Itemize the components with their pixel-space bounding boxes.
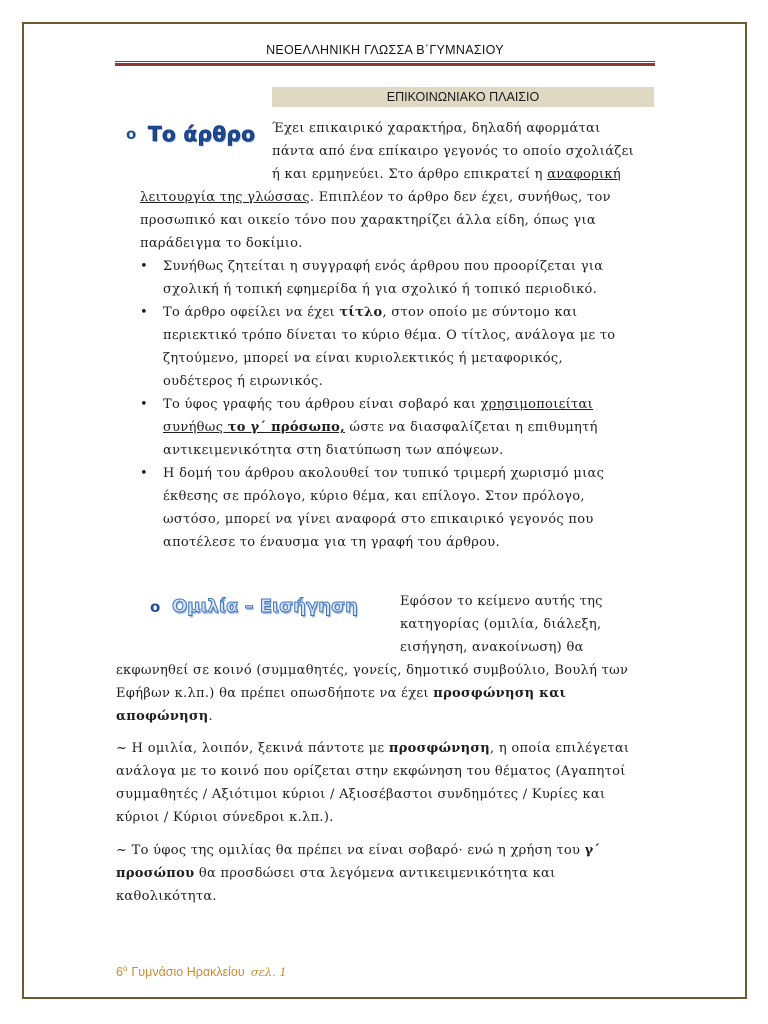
bullet-marker: • (140, 397, 148, 412)
bullet-line (163, 370, 634, 393)
speech-style-paragraph (116, 839, 600, 908)
bold-term: προσφώνηση (388, 741, 490, 756)
speech-line (116, 839, 600, 862)
bullet-text: Το άρθρο οφείλει να έχει (163, 305, 340, 320)
footer-ordinal: ο (122, 963, 128, 973)
bullet-text: περιεκτικό τρόπο δίνεται το κύριο θέμα. Ο τίτλος, ανάλογα με το (163, 328, 616, 343)
speech-text: ~ Η ομιλία, λοιπόν, ξεκινά πάντοτε με (116, 741, 389, 756)
underlined-term: χρησιμοποιείται (480, 397, 593, 412)
bullet-text: Συνήθως ζητείται η συγγραφή ενός άρθρου που προορίζεται για (163, 259, 604, 274)
article-intro-line (140, 117, 634, 140)
speech-line (116, 737, 629, 760)
speech-line (116, 590, 628, 613)
speech-line (116, 636, 628, 659)
bullet-text: αντικειμενικότητα στη διατύπωση των απόψεων. (163, 443, 504, 458)
bullet-line (163, 278, 634, 301)
speech-line (116, 682, 628, 705)
bullet-text: ωστόσο, μπορεί να γίνει αναφορά στο επικαιρικό γεγονός που (163, 512, 594, 527)
speech-line (116, 885, 600, 908)
bullet-text: ώστε να διασφαλίζεται η επιθυμητή (344, 420, 598, 435)
speech-greeting-paragraph (116, 737, 629, 829)
speech-text: ανάλογα με το κοινό που ορίζεται στην εκφώνηση του θέματος (Αγαπητοί (116, 764, 626, 779)
bullet-text: Η δομή του άρθρου ακολουθεί τον τυπικό τριμερή χωρισμό μιας (163, 466, 605, 481)
underlined-term: λειτουργία της γλώσσας (140, 190, 310, 205)
header-rule-thin (115, 61, 655, 62)
article-text: πάντα από ένα επίκαιρο γεγονός το οποίο σχολιάζει (272, 144, 635, 159)
bullet-line (163, 393, 634, 416)
article-bullet-item (140, 393, 634, 462)
bullet-line (163, 347, 634, 370)
page-footer (116, 963, 287, 981)
speech-line (116, 862, 600, 885)
speech-text: συμμαθητές / Αξιότιμοι κύριοι / Αξιοσέβαστοι συνδημότες / Κυρίες και (116, 787, 606, 802)
speech-line (116, 760, 629, 783)
bold-term: γ΄ (584, 843, 601, 858)
speech-text: ~ Το ύφος της ομιλίας θα πρέπει να είναι σοβαρό· ενώ η χρήση του (116, 843, 585, 858)
bullet-line (163, 416, 634, 439)
bullet-text: έκθεσης σε πρόλογο, κύριο θέμα, και επίλογο. Στον πρόλογο, (163, 489, 585, 504)
speech-line (116, 806, 629, 829)
bullet-marker: • (140, 466, 148, 481)
bold-term: προσφώνηση και (433, 686, 567, 701)
speech-text: θα προσδώσει στα λεγόμενα αντικειμενικότητα και (194, 866, 556, 881)
bullet-line (163, 324, 634, 347)
speech-line (116, 783, 629, 806)
article-bullet-item (140, 462, 634, 554)
bold-underlined-term: το γ΄ πρόσωπο, (227, 420, 345, 435)
footer-school-number: 6 (116, 965, 123, 979)
header-rule-thick (115, 63, 655, 66)
article-text: ή και ερμηνεύει. Στο άρθρο επικρατεί η (272, 167, 548, 182)
bullet-line (163, 531, 634, 554)
speech-text: , η οποία επιλέγεται (489, 741, 630, 756)
bullet-line (163, 508, 634, 531)
speech-text: εκφωνηθεί σε κοινό (συμμαθητές, γονείς, δημοτικό συμβούλιο, Βουλή των (116, 663, 629, 678)
article-bullet-item (140, 255, 634, 301)
article-heading-bullet-icon: o (126, 125, 137, 143)
article-text: Έχει επικαιρικό χαρακτήρα, δηλαδή αφορμάται (272, 121, 601, 136)
bullet-line (163, 439, 634, 462)
speech-heading: Ομιλία – Εισήγηση (172, 596, 358, 617)
bullet-marker: • (140, 305, 148, 320)
article-intro-line (140, 209, 634, 232)
bullet-line (163, 255, 634, 278)
speech-line (116, 659, 628, 682)
bullet-line (163, 485, 634, 508)
speech-text: εισήγηση, ανακοίνωση) θα (400, 640, 584, 655)
article-bullet-item (140, 301, 634, 393)
article-heading: Το άρθρο (148, 122, 256, 146)
article-intro-line (140, 232, 634, 255)
speech-text: καθολικότητα. (116, 889, 217, 904)
context-label-text: ΕΠΙΚΟΙΝΩΝΙΑΚΟ ΠΛΑΙΣΙΟ (386, 90, 540, 104)
speech-line (116, 613, 628, 636)
speech-text: . (208, 709, 213, 724)
speech-line (116, 705, 628, 728)
bullet-text: σχολική ή τοπική εφημερίδα ή για σχολικό ή τοπικό περιοδικό. (163, 282, 598, 297)
speech-text: Εφήβων κ.λπ.) θα πρέπει οπωσδήποτε να έχει (116, 686, 434, 701)
bold-term: προσώπου (116, 866, 195, 881)
speech-text: Εφόσον το κείμενο αυτής της (400, 594, 603, 609)
article-text: . Επιπλέον το άρθρο δεν έχει, συνήθως, τον (309, 190, 611, 205)
bullet-text: Το ύφος γραφής του άρθρου είναι σοβαρό και (163, 397, 481, 412)
bullet-text: ζητούμενο, μπορεί να είναι κυριολεκτικός ή μεταφορικός, (163, 351, 563, 366)
document-header-title: ΝΕΟΕΛΛΗΝΙΚΗ ΓΛΩΣΣΑ Β΄ΓΥΜΝΑΣΙΟΥ (266, 43, 504, 57)
article-intro-line (140, 186, 634, 209)
bullet-marker: • (140, 259, 148, 274)
bullet-text: αποτέλεσε το έναυσμα για τη γραφή του άρθρου. (163, 535, 500, 550)
bullet-line (163, 301, 634, 324)
article-body (140, 117, 634, 554)
footer-school-name: Γυμνάσιο Ηρακλείου (131, 965, 245, 979)
article-intro-line (140, 163, 634, 186)
bullet-text: , στον οποίο με σύντομο και (382, 305, 578, 320)
speech-text: κύριοι / Κύριοι σύνεδροι κ.λπ.). (116, 810, 334, 825)
bold-term: αποφώνηση (116, 709, 209, 724)
footer-page-number: σελ. 1 (250, 965, 287, 979)
bullet-line (163, 462, 634, 485)
speech-text: κατηγορίας (ομιλία, διάλεξη, (400, 617, 602, 632)
bullet-text: ουδέτερος ή ειρωνικός. (163, 374, 324, 389)
speech-heading-bullet-icon: o (150, 598, 161, 616)
speech-intro-paragraph (116, 590, 628, 728)
article-intro-line (140, 140, 634, 163)
article-text: προσωπικό και οικείο τόνο που χαρακτηρίζει άλλα είδη, όπως για (140, 213, 596, 228)
article-text: παράδειγμα το δοκίμιο. (140, 236, 303, 251)
underlined-term: συνήθως (163, 420, 228, 435)
bold-term: τίτλο (339, 305, 383, 320)
underlined-term: αναφορική (547, 167, 621, 182)
context-label-box (272, 87, 654, 107)
